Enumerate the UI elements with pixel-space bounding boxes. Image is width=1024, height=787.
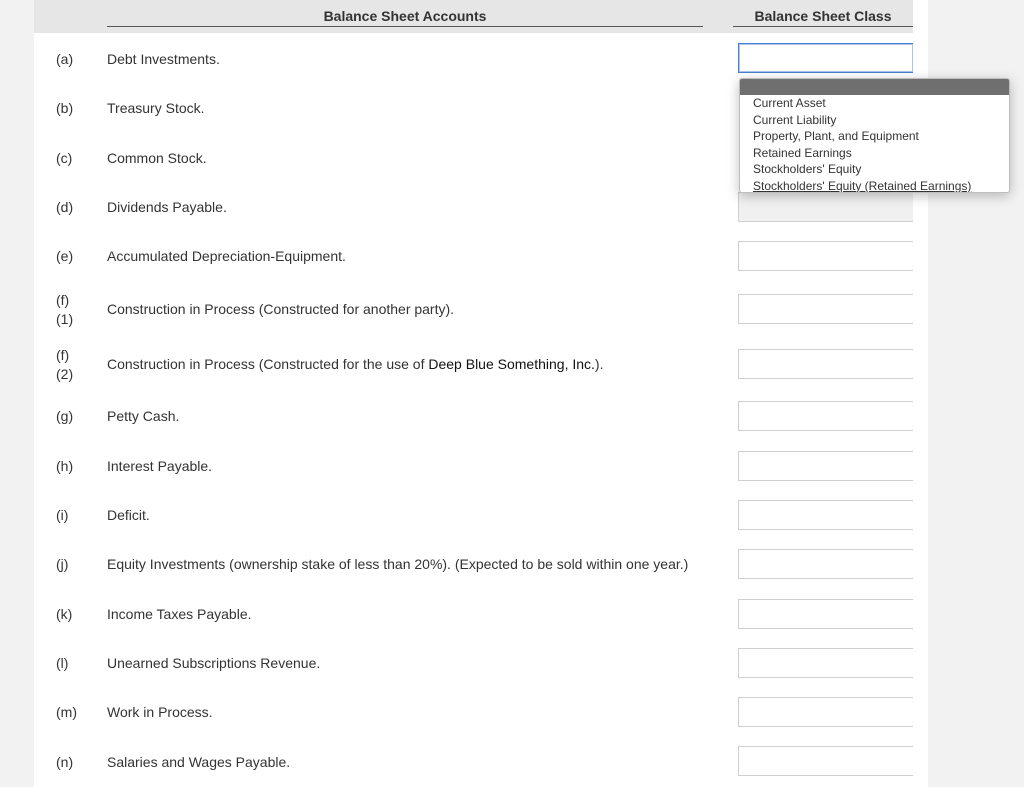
row-text-b: Treasury Stock. xyxy=(107,100,205,116)
dropdown-selected-highlight[interactable] xyxy=(740,79,1009,95)
row-label-i: (i) xyxy=(56,507,69,523)
row-label-l: (l) xyxy=(56,655,69,671)
row-text-k: Income Taxes Payable. xyxy=(107,606,252,622)
class-dropdown-list xyxy=(739,78,1010,193)
class-select-g[interactable] xyxy=(738,401,913,431)
row-text-d: Dividends Payable. xyxy=(107,199,227,215)
option-current-liability[interactable]: Current Liability xyxy=(753,112,837,127)
row-text-f2-before: Construction in Process (Constructed for the use of xyxy=(107,356,429,372)
class-select-n[interactable] xyxy=(738,746,913,776)
row-label-k: (k) xyxy=(56,606,73,622)
class-select-h[interactable] xyxy=(738,451,913,481)
class-select-d[interactable] xyxy=(738,192,913,222)
row-label-f2-line2: (2) xyxy=(56,366,74,382)
row-label-j: (j) xyxy=(56,556,69,572)
row-label-g: (g) xyxy=(56,408,74,424)
class-select-j[interactable] xyxy=(738,549,913,579)
row-text-i: Deficit. xyxy=(107,507,150,523)
class-select-f1[interactable] xyxy=(738,294,913,324)
row-label-c: (c) xyxy=(56,150,73,166)
company-name: Deep Blue Something, Inc. xyxy=(428,356,595,372)
row-text-m: Work in Process. xyxy=(107,704,213,720)
option-stockholders-equity-retained-earnings[interactable]: Stockholders' Equity (Retained Earnings) xyxy=(753,178,972,193)
row-label-f1-line1: (f) xyxy=(56,292,70,308)
row-text-j: Equity Investments (ownership stake of less than 20%). (Expected to be sold within one year.) xyxy=(107,556,689,572)
row-label-d: (d) xyxy=(56,199,74,215)
class-select-a[interactable] xyxy=(738,43,913,73)
row-label-h: (h) xyxy=(56,458,74,474)
class-select-i[interactable] xyxy=(738,500,913,530)
row-label-n: (n) xyxy=(56,754,74,770)
row-text-f2-after: ). xyxy=(594,356,604,372)
class-select-e[interactable] xyxy=(738,241,913,271)
option-current-asset[interactable]: Current Asset xyxy=(753,96,826,110)
row-text-h: Interest Payable. xyxy=(107,458,213,474)
option-stockholders-equity[interactable]: Stockholders' Equity xyxy=(753,162,862,176)
row-text-g: Petty Cash. xyxy=(107,408,180,424)
class-select-l[interactable] xyxy=(738,648,913,678)
row-label-a: (a) xyxy=(56,51,74,67)
row-text-a: Debt Investments. xyxy=(107,51,220,67)
row-text-l: Unearned Subscriptions Revenue. xyxy=(107,655,321,671)
option-property-plant-equipment[interactable]: Property, Plant, and Equipment xyxy=(753,129,919,143)
class-select-k[interactable] xyxy=(738,599,913,629)
option-retained-earnings[interactable]: Retained Earnings xyxy=(753,145,852,160)
header-balance-sheet-accounts: Balance Sheet Accounts xyxy=(107,6,703,27)
row-label-f2-line1: (f) xyxy=(56,347,70,363)
row-label-f1-line2: (1) xyxy=(56,311,74,327)
class-select-m[interactable] xyxy=(738,697,913,727)
row-text-f2 xyxy=(107,356,603,373)
row-text-f1: Construction in Process (Constructed for another party). xyxy=(107,301,455,317)
header-balance-sheet-class: Balance Sheet Class xyxy=(733,6,913,27)
row-text-n: Salaries and Wages Payable. xyxy=(107,754,291,770)
row-label-m: (m) xyxy=(56,704,77,720)
row-text-e: Accumulated Depreciation-Equipment. xyxy=(107,248,346,264)
row-text-c: Common Stock. xyxy=(107,150,207,166)
row-label-b: (b) xyxy=(56,100,74,116)
class-select-f2[interactable] xyxy=(738,349,913,379)
row-label-e: (e) xyxy=(56,248,74,264)
